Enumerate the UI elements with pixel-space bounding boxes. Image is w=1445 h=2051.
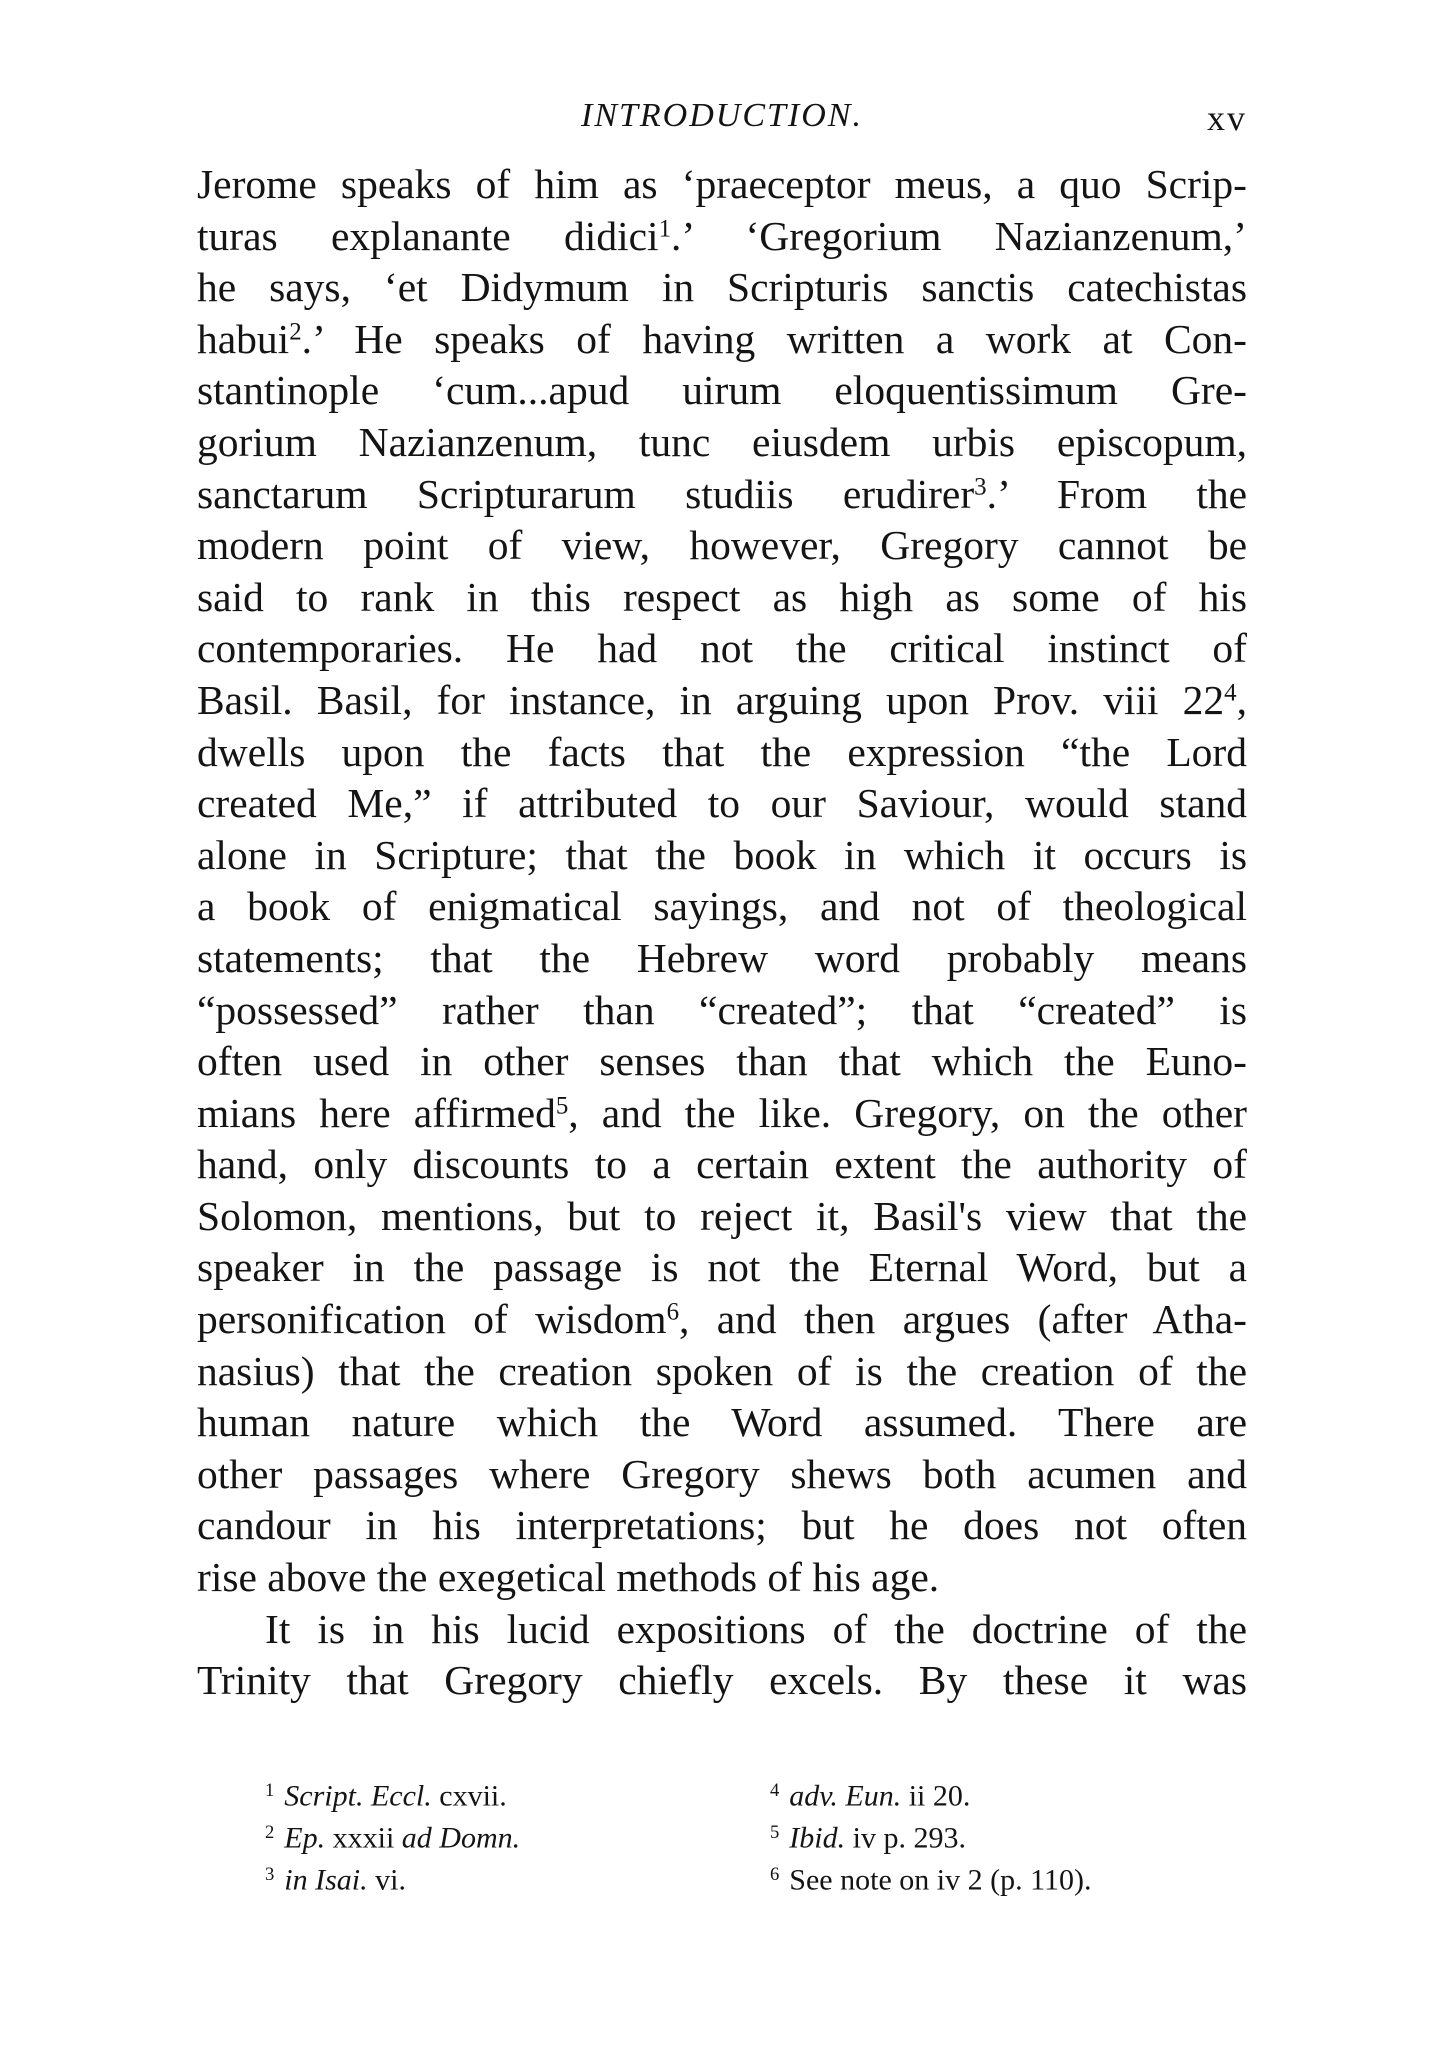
footnote-ref: 6 xyxy=(666,1298,680,1326)
page-header xyxy=(197,97,1247,147)
footnote-ref: 4 xyxy=(1224,679,1237,707)
footnote-1: $^1$ Script. Eccl. cxvii. xyxy=(265,1779,507,1813)
body-text xyxy=(197,159,1247,1707)
text-line: often used in other senses than that which the Euno- xyxy=(197,1038,1247,1085)
text-line: nasius) that the creation spoken of is the creation of the xyxy=(197,1347,1247,1394)
text-line: Solomon, mentions, but to reject it, Basil's view that the xyxy=(197,1192,1247,1239)
page-number: xv xyxy=(1207,98,1247,138)
footnote-6: $^6$ See note on iv 2 (p. 110). xyxy=(770,1863,1092,1897)
text-line: created Me,” if attributed to our Saviour, would stand xyxy=(197,780,1247,827)
text-line: Basil. Basil, for instance, in arguing upon Prov. viii $22^4$, xyxy=(197,676,1247,723)
text-line: dwells upon the facts that the expression “the Lord xyxy=(197,728,1247,775)
footnote-3: $^3$ in Isai. vi. xyxy=(265,1863,406,1897)
text-line: speaker in the passage is not the Eternal Word, but a xyxy=(197,1244,1247,1291)
footnote-ref: 2 xyxy=(289,318,302,346)
footnote-ref: 5 xyxy=(555,1092,569,1119)
text-line: other passages where Gregory shews both acumen and xyxy=(197,1450,1247,1497)
text-line: stantinople ‘cum...apud uirum eloquentissimum Gre- xyxy=(197,367,1247,414)
text-line: hand, only discounts to a certain extent the authority of xyxy=(197,1141,1247,1188)
text-line: “possessed” rather than “created”; that “created” is xyxy=(197,986,1247,1033)
text-line: turas explanante didici$^1$.’ ‘Gregorium Nazianzenum,’ xyxy=(197,212,1247,259)
text-line: a book of enigmatical sayings, and not of theological xyxy=(197,883,1247,930)
text-line: mians here affirmed$^5$, and the like. Gregory, on the other xyxy=(197,1089,1247,1136)
text-line: personification of wisdom$^6$, and then argues (after Atha- xyxy=(197,1296,1247,1343)
text-line: Trinity that Gregory chiefly excels. By these it was xyxy=(197,1657,1247,1704)
text-line: said to rank in this respect as high as some of his xyxy=(197,573,1247,620)
text-line: candour in his interpretations; but he does not often xyxy=(197,1502,1247,1549)
text-line: rise above the exegetical methods of his age. xyxy=(197,1554,940,1601)
text-line: habui$^2$.’ He speaks of having written a work at Con- xyxy=(197,315,1247,362)
text-line: he says, ‘et Didymum in Scripturis sanctis catechistas xyxy=(197,264,1247,311)
text-line: gorium Nazianzenum, tunc eiusdem urbis episcopum, xyxy=(197,418,1247,465)
footnote-4: $^4$ adv. Eun. ii 20. xyxy=(770,1779,971,1813)
text-line: human nature which the Word assumed. There are xyxy=(197,1399,1247,1446)
footnote-2: $^2$ Ep. xxxii ad Domn. xyxy=(265,1821,521,1855)
text-line: It is in his lucid expositions of the doctrine of the xyxy=(265,1605,1247,1652)
text-line: statements; that the Hebrew word probably means xyxy=(197,934,1247,981)
text-line: Jerome speaks of him as ‘praeceptor meus, a quo Scrip- xyxy=(197,161,1247,207)
footnote-ref: 3 xyxy=(974,472,987,500)
text-line: modern point of view, however, Gregory cannot be xyxy=(197,522,1247,569)
footnotes-left-column xyxy=(265,1770,520,1896)
footnote-5: $^5$ Ibid. iv p. 293. xyxy=(770,1821,966,1855)
text-line: contemporaries. He had not the critical instinct of xyxy=(197,625,1247,672)
footnotes-right-column xyxy=(770,1770,1091,1896)
text-line: sanctarum Scripturarum studiis erudirer$^3$.’ From the xyxy=(197,470,1247,517)
text-line: alone in Scripture; that the book in which it occurs is xyxy=(197,831,1247,878)
footnote-ref: 1 xyxy=(658,214,672,242)
running-title: INTRODUCTION. xyxy=(581,97,863,134)
